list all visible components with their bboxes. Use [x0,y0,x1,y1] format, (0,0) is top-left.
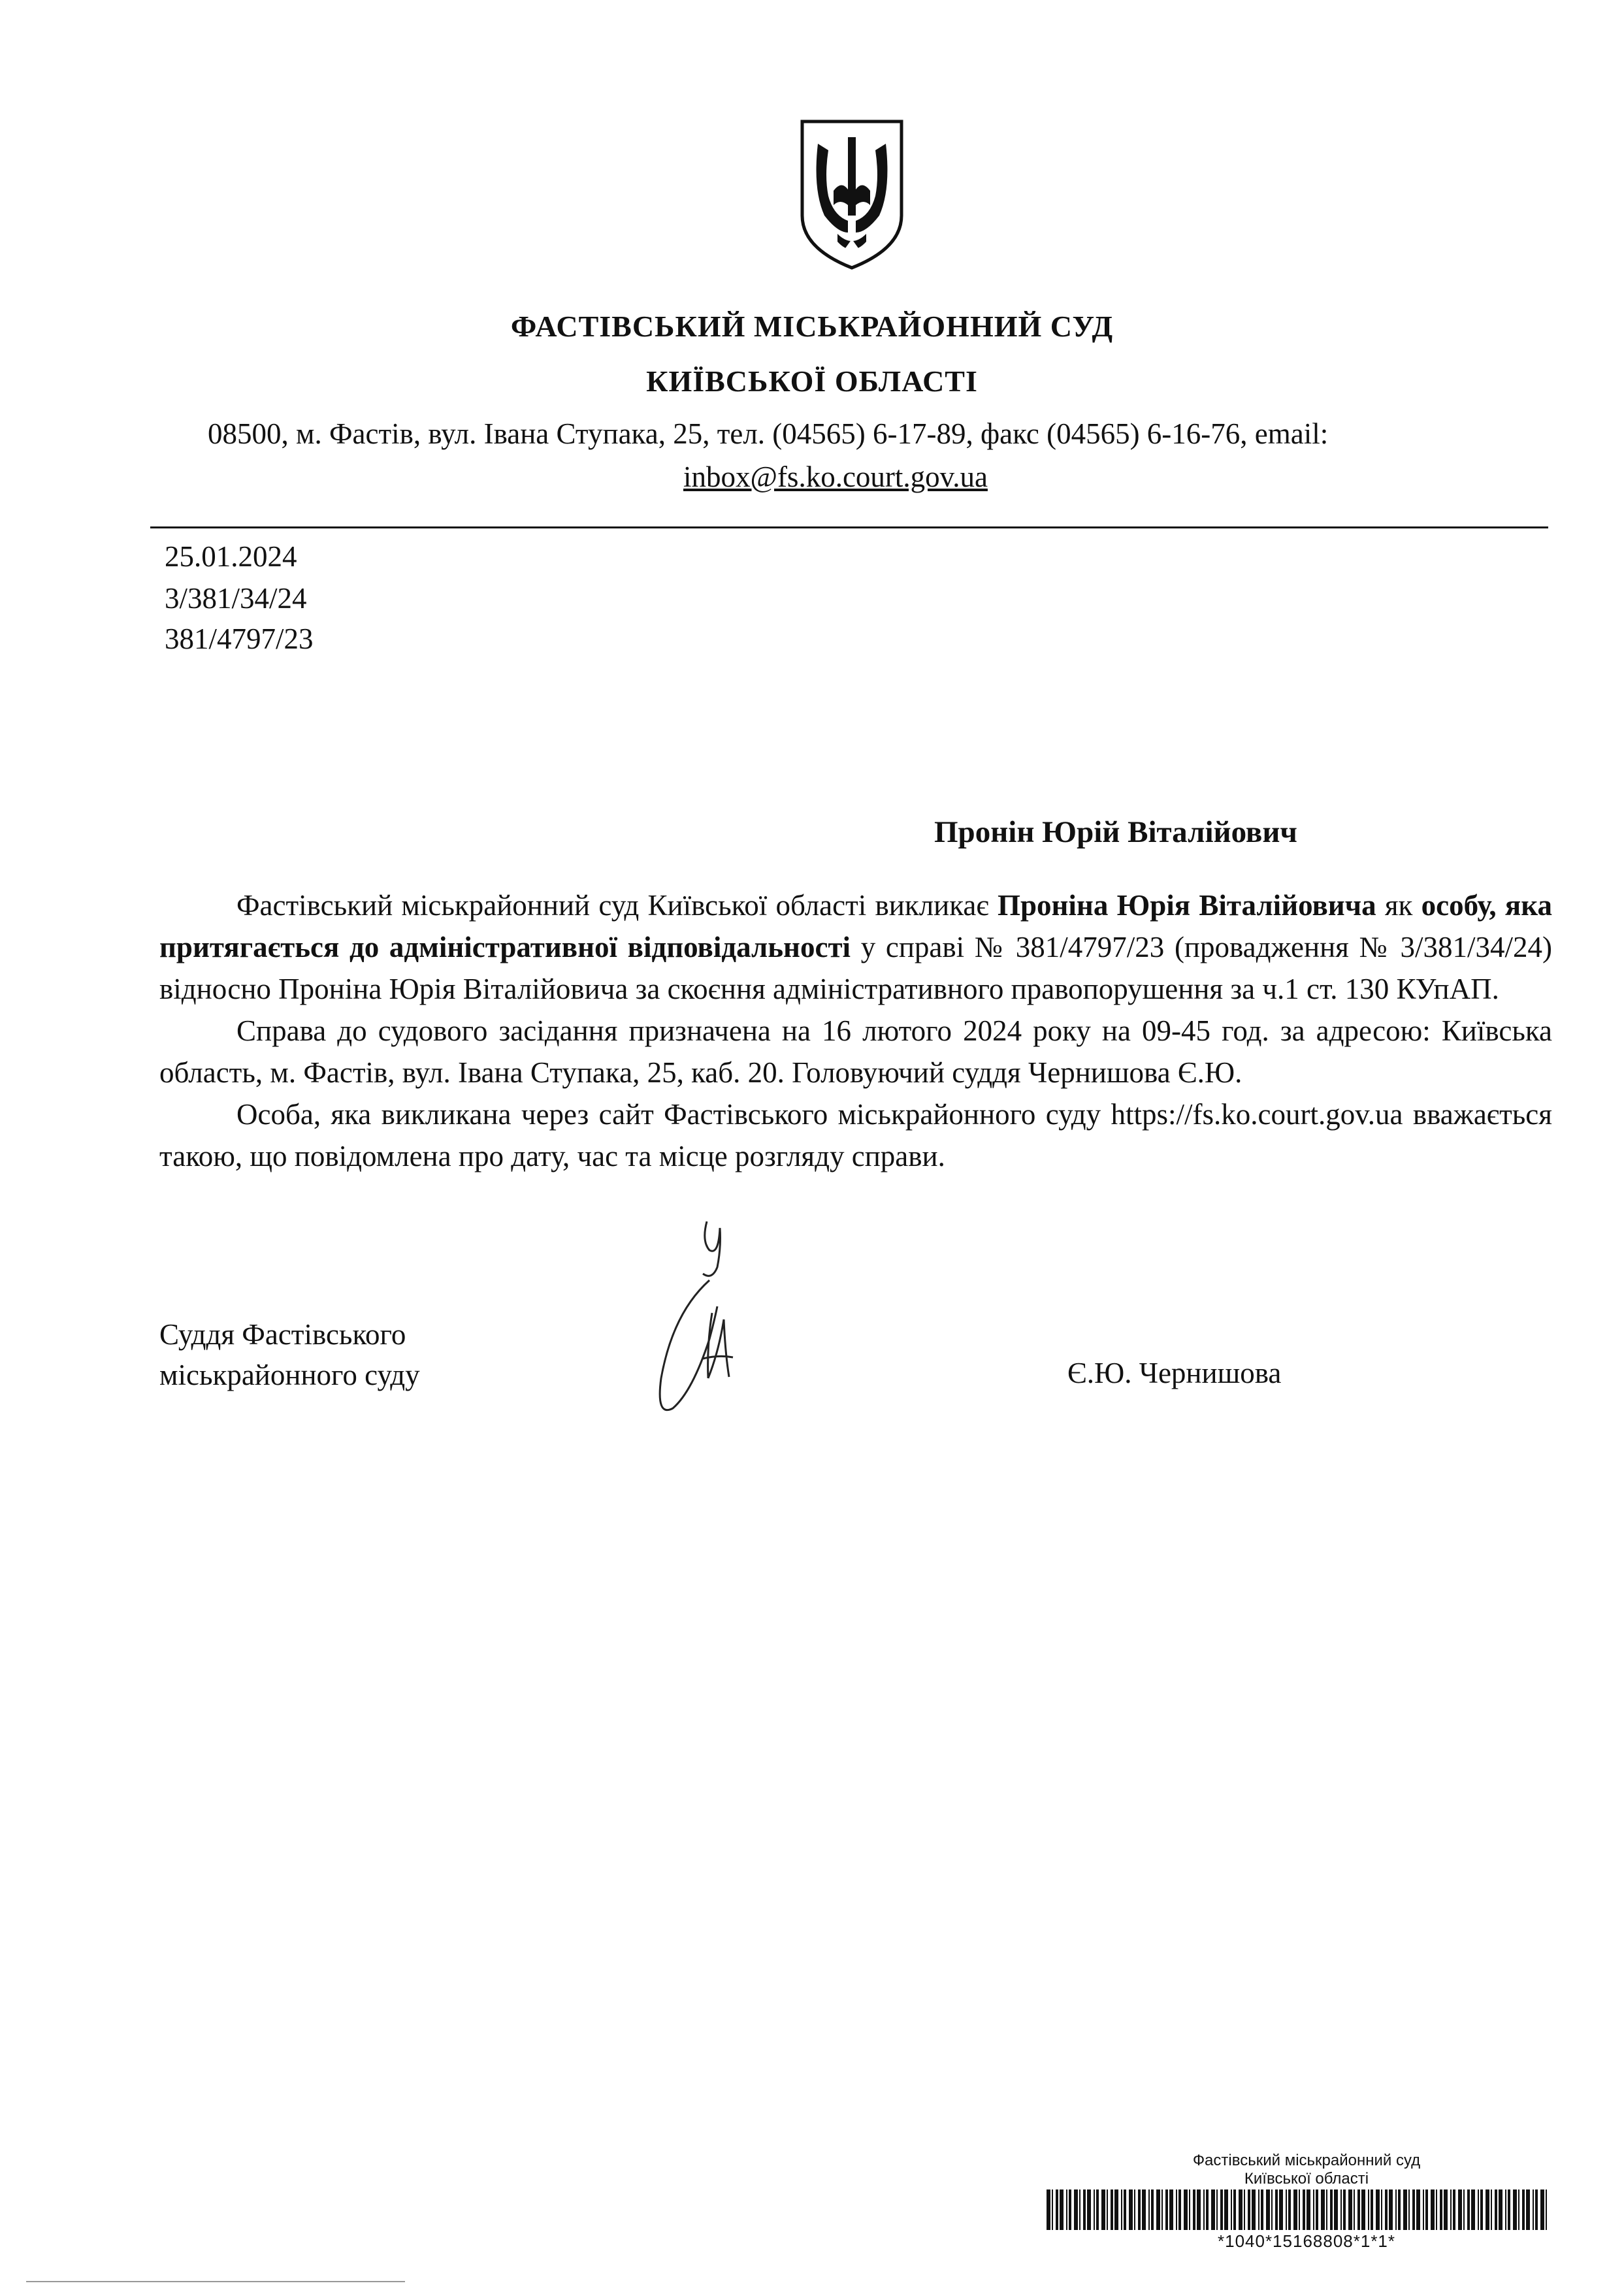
barcode-bar [1513,2189,1517,2230]
barcode-bar [1486,2189,1489,2230]
barcode-bar [1540,2189,1544,2230]
scan-edge-line [26,2281,405,2282]
court-name-line2: КИЇВСЬКОЇ ОБЛАСТІ [646,364,978,398]
p1-status: особу, яка притягається до адміністративної відповідальності [159,889,1552,963]
barcode-bar [1348,2189,1352,2230]
barcode-bar [1261,2189,1263,2230]
barcode-bar [1478,2189,1479,2230]
document-date: 25.01.2024 [165,540,297,573]
barcode-bar [1357,2189,1360,2230]
barcode-bar [1275,2189,1278,2230]
barcode-bar [1316,2189,1318,2230]
barcode-bar [1299,2189,1300,2230]
barcode-bar [1526,2189,1530,2230]
barcode-bar [1334,2189,1338,2230]
barcode-bar [1330,2189,1333,2230]
barcode-bar [1107,2189,1108,2230]
barcode-number: *1040*15168808*1*1* [1217,2231,1396,2251]
barcode-bar [1266,2189,1270,2230]
barcode-bar [1216,2189,1218,2230]
barcode-bar [1239,2189,1242,2230]
barcode-bar [1471,2189,1475,2230]
judge-title-line1: Суддя Фастівського [159,1318,406,1351]
judge-title-line2: міськрайонного суду [159,1359,420,1391]
barcode-bar [1398,2189,1401,2230]
barcode-bar [1156,2189,1160,2230]
proceeding-number: 3/381/34/24 [165,582,307,615]
barcode-bar [1416,2189,1420,2230]
summons-body [159,884,1552,1177]
court-name-line1: ФАСТІВСЬКИЙ МІСЬКРАЙОННИЙ СУД [510,310,1114,343]
p1-person-name: Проніна Юрія Віталійовича [997,889,1376,922]
barcode-bar [1505,2189,1506,2230]
paragraph-2: Справа до судового засідання призначена на 16 лютого 2024 року на 09-45 год. за адресою: Київська область, м. Фастів, вул. Івана Ступака, 25, каб. 20. Головуючий суддя Чернишова Є.Ю. [159,1014,1552,1089]
barcode-bar [1060,2189,1064,2230]
barcode-bar [1326,2189,1327,2230]
header-divider [150,526,1548,528]
barcode-bar [1052,2189,1053,2230]
barcode-icon [1047,2189,1550,2230]
barcode-bar [1491,2189,1492,2230]
barcode-bar [1425,2189,1428,2230]
barcode-bar [1161,2189,1163,2230]
barcode-bar [1444,2189,1448,2230]
court-address: 08500, м. Фастів, вул. Івана Ступака, 25, тел. (04565) 6-17-89, факс (04565) 6-16-76, email: [208,417,1329,450]
barcode-bar [1450,2189,1452,2230]
barcode-bar [1436,2189,1437,2230]
barcode-bar [1361,2189,1365,2230]
barcode-bar [1083,2189,1086,2230]
barcode-bar [1440,2189,1442,2230]
case-number: 381/4797/23 [165,622,314,655]
barcode-bar [1408,2189,1410,2230]
barcode-bar [1286,2189,1287,2230]
barcode-bar [1231,2189,1232,2230]
barcode-bar [1495,2189,1497,2230]
p3-text-a: Особа, яка викликана через сайт Фастівського міськрайонного суду [236,1098,1111,1131]
p3-text-b: вважається такою, що повідомлена про дату, час та місце розгляду справи. [159,1098,1552,1172]
barcode-bar [1288,2189,1291,2230]
barcode-bar [1271,2189,1273,2230]
barcode-bar [1101,2189,1105,2230]
barcode-bar [1206,2189,1209,2230]
barcode-bar [1368,2189,1369,2230]
barcode-bar [1079,2189,1080,2230]
barcode-bar [1340,2189,1342,2230]
barcode-bar [1189,2189,1190,2230]
barcode-bar [1389,2189,1393,2230]
barcode-bar [1211,2189,1215,2230]
barcode-bar [1111,2189,1113,2230]
p1-text-c: як [1376,889,1421,922]
barcode-bar [1142,2189,1146,2230]
barcode-bar [1381,2189,1382,2230]
barcode-bar [1087,2189,1091,2230]
barcode-bar [1244,2189,1245,2230]
barcode-bar [1148,2189,1150,2230]
barcode-bar [1066,2189,1067,2230]
recipient-name: Пронін Юрій Віталійович [934,815,1297,849]
barcode-bar [1094,2189,1095,2230]
barcode-bar [1193,2189,1195,2230]
barcode-bar [1458,2189,1462,2230]
barcode-bar [1121,2189,1122,2230]
barcode-bar [1252,2189,1256,2230]
barcode-bar [1303,2189,1305,2230]
barcode-bar [1047,2189,1050,2230]
coat-of-arms-icon [798,118,905,272]
barcode-bar [1248,2189,1250,2230]
barcode-bar [1178,2189,1181,2230]
barcode-bar [1376,2189,1380,2230]
barcode-bar [1371,2189,1373,2230]
barcode-bar [1518,2189,1519,2230]
barcode-bar [1412,2189,1415,2230]
barcode-bar [1169,2189,1173,2230]
barcode-bar [1197,2189,1201,2230]
barcode-bar [1313,2189,1314,2230]
p1-text-e: у справі № 381/4797/23 (провадження № 3/381/34/24) відносно Проніна Юрія Віталійовича за скоєння адміністративного правопорушення за ч.1 ст. 130 КУпАП. [159,931,1553,1005]
barcode-bar [1522,2189,1525,2230]
barcode-bar [1321,2189,1325,2230]
barcode-bar [1056,2189,1058,2230]
p1-text-a: Фастівський міськрайонний суд Київської області викликає [236,889,998,922]
barcode-bar [1307,2189,1310,2230]
stamp-region: Київської області [1244,2170,1369,2188]
barcode-bar [1184,2189,1188,2230]
barcode-bar [1124,2189,1126,2230]
barcode-bar [1354,2189,1355,2230]
paragraph-3 [159,1093,1552,1177]
stamp-court-name: Фастівський міськрайонний суд [1192,2152,1421,2169]
barcode-bar [1258,2189,1259,2230]
barcode-bar [1069,2189,1071,2230]
judge-name: Є.Ю. Чернишова [1067,1357,1282,1389]
paragraph-1 [159,884,1552,1010]
barcode-bar [1467,2189,1470,2230]
barcode-bar [1453,2189,1455,2230]
barcode-bar [1203,2189,1205,2230]
barcode-bar [1074,2189,1078,2230]
barcode-bar [1165,2189,1168,2230]
barcode-bar [1279,2189,1283,2230]
barcode-bar [1533,2189,1534,2230]
barcode-bar [1499,2189,1502,2230]
barcode-bar [1233,2189,1236,2230]
barcode-bar [1096,2189,1099,2230]
barcode-bar [1176,2189,1177,2230]
barcode-bar [1220,2189,1223,2230]
court-website-link[interactable]: https://fs.ko.court.gov.ua [1111,1098,1403,1131]
barcode-bar [1134,2189,1135,2230]
barcode-bar [1395,2189,1397,2230]
barcode-bar [1546,2189,1547,2230]
barcode-bar [1508,2189,1510,2230]
barcode-bar [1403,2189,1407,2230]
court-email-link[interactable]: inbox@fs.ko.court.gov.ua [683,460,988,493]
barcode-bar [1385,2189,1388,2230]
barcode-bar [1431,2189,1435,2230]
handwritten-signature-icon [647,1215,777,1430]
barcode-bar [1138,2189,1141,2230]
barcode-bar [1463,2189,1465,2230]
barcode-bar [1129,2189,1133,2230]
barcode-bar [1343,2189,1346,2230]
barcode-bar [1293,2189,1297,2230]
barcode-bar [1151,2189,1154,2230]
barcode-bar [1480,2189,1483,2230]
barcode-bar [1423,2189,1424,2230]
barcode-bar [1224,2189,1228,2230]
barcode-bar [1114,2189,1118,2230]
barcode-bar [1535,2189,1538,2230]
